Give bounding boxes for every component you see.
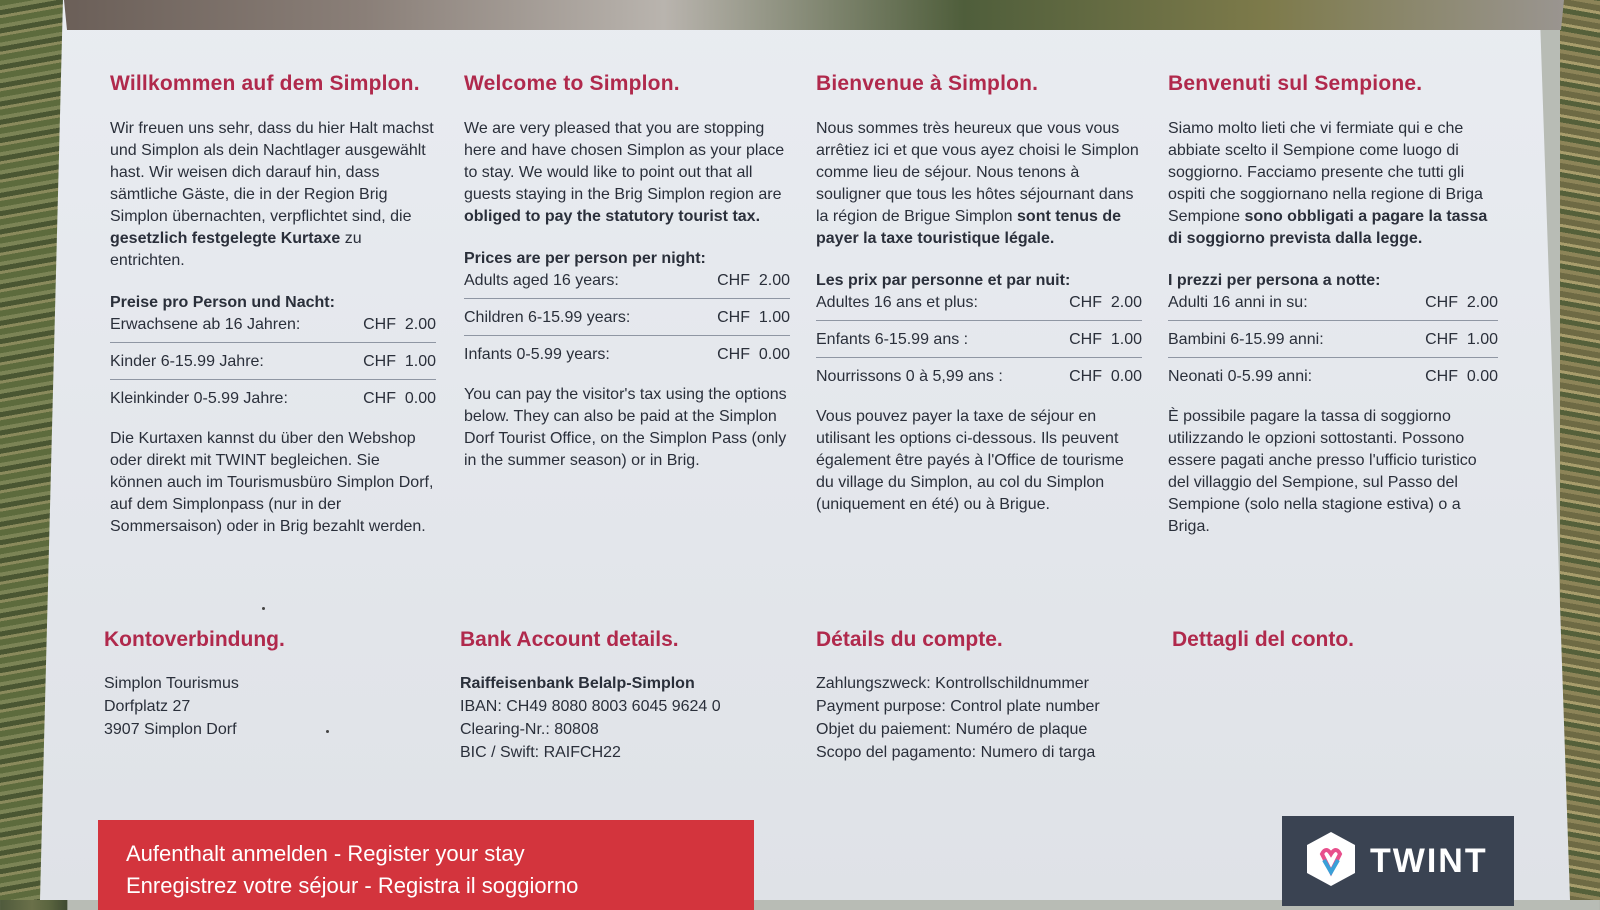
intro-text-de: Wir freuen uns sehr, dass du hier Halt machst und Simplon als dein Nachtlager ausgewählt hast. Wir weisen dich darauf hin, dass sämtliche Gäste, die in der Region Brig Simplon übernachten, verpflichtet sind, die gesetzlich festgelegte Kurtaxe zu entrichten.: [110, 120, 434, 269]
bank-heading-fr: Détails du compte.: [816, 628, 1003, 651]
prices-title-en: Prices are per person per night:: [464, 250, 706, 267]
register-stay-banner[interactable]: [98, 820, 754, 910]
price-row: Neonati 0-5.99 anni: CHF 0.00: [1168, 368, 1498, 385]
grass-background-right: [1560, 0, 1600, 900]
bic-swift: BIC / Swift: RAIFCH22: [460, 744, 621, 761]
welcome-heading-de: Willkommen auf dem Simplon.: [110, 72, 420, 95]
prices-title-it: I prezzi per persona a notte:: [1168, 272, 1381, 289]
bank-section-fr: [816, 628, 1100, 764]
price-row: Bambini 6-15.99 anni: CHF 1.00: [1168, 329, 1498, 358]
twint-logo-icon: [1304, 830, 1358, 893]
payment-purpose-line: Zahlungszweck: Kontrollschildnummer: [816, 675, 1089, 692]
price-row: Infants 0-5.99 years: CHF 0.00: [464, 346, 790, 363]
bank-heading-en: Bank Account details.: [460, 628, 679, 651]
payment-text-de: Die Kurtaxen kannst du über den Webshop oder direkt mit TWINT begleichen. Sie können auch im Tourismusbüro Simplon Dorf, auf dem Simplonpass (nur in der Sommersaison) oder in Brig bezahlt werden.: [110, 430, 434, 535]
banner-line-2: Enregistrez votre séjour - Registra il soggiorno: [126, 873, 579, 898]
iban: IBAN: CH49 8080 8003 6045 9624 0: [460, 698, 721, 715]
intro-text-it: Siamo molto lieti che vi fermiate qui e che abbiate scelto il Sempione come luogo di soggiorno. Facciamo presente che tutti gli ospiti che soggiornano nella regione di Briga Sempione sono obbligati a pagare la tassa di soggiorno prevista dalla legge.: [1168, 120, 1488, 247]
price-row: Adultes 16 ans et plus: CHF 2.00: [816, 292, 1142, 321]
price-row: Adulti 16 anni in su: CHF 2.00: [1168, 292, 1498, 321]
payment-text-fr: Vous pouvez payer la taxe de séjour en utilisant les options ci-dessous. Ils peuvent également être payés à l'Office de tourisme du village du Simplon, au col du Simplon (uniquement en été) ou à Brigue.: [816, 408, 1124, 513]
board-speck: [326, 730, 329, 733]
price-row: Nourrissons 0 à 5,99 ans : CHF 0.00: [816, 368, 1142, 385]
payment-text-it: È possibile pagare la tassa di soggiorno utilizzando le opzioni sottostanti. Possono essere pagati anche presso l'ufficio turistico del villaggio del Sempione, sul Passo del Sempione (solo nella stagione estiva) o a Briga.: [1168, 408, 1477, 535]
intro-text-en: We are very pleased that you are stopping here and have chosen Simplon as your place to stay. We would like to point out that all guests staying in the Brig Simplon region are obliged to pay the statutory tourist tax.: [464, 120, 785, 225]
welcome-heading-en: Welcome to Simplon.: [464, 72, 680, 95]
payment-purpose-line: Scopo del pagamento: Numero di targa: [816, 744, 1096, 761]
prices-title-de: Preise pro Person und Nacht:: [110, 294, 335, 311]
banner-line-1: Aufenthalt anmelden - Register your stay: [126, 841, 525, 866]
price-row: Children 6-15.99 years: CHF 1.00: [464, 307, 790, 336]
clearing-number: Clearing-Nr.: 80808: [460, 721, 599, 738]
address-line: Dorfplatz 27: [104, 698, 191, 715]
price-row: Adults aged 16 years: CHF 2.00: [464, 270, 790, 299]
address-line: Simplon Tourismus: [104, 675, 239, 692]
board-speck: [262, 607, 265, 610]
bank-section-it: [1172, 628, 1354, 672]
bank-name: Raiffeisenbank Belalp-Simplon: [460, 675, 695, 692]
welcome-heading-it: Benvenuti sul Sempione.: [1168, 72, 1423, 95]
payment-text-en: You can pay the visitor's tax using the options below. They can also be paid at the Simplon Dorf Tourist Office, on the Simplon Pass (only in the summer season) or in Brig.: [464, 386, 787, 469]
column-english: [464, 72, 790, 472]
payment-purpose-line: Objet du paiement: Numéro de plaque: [816, 721, 1088, 738]
price-row: Enfants 6-15.99 ans : CHF 1.00: [816, 329, 1142, 358]
payment-purpose-line: Payment purpose: Control plate number: [816, 698, 1100, 715]
price-row: Kinder 6-15.99 Jahre: CHF 1.00: [110, 351, 436, 380]
column-french: [816, 72, 1142, 516]
landscape-photo-strip: [64, 0, 1564, 30]
column-italian: [1168, 72, 1498, 538]
prices-title-fr: Les prix par personne et par nuit:: [816, 272, 1071, 289]
column-german: [110, 72, 436, 538]
address-line: 3907 Simplon Dorf: [104, 721, 237, 738]
twint-logo: [1282, 816, 1514, 906]
bank-heading-it: Dettagli del conto.: [1172, 628, 1355, 651]
bank-section-de: [104, 628, 285, 741]
price-row: Kleinkinder 0-5.99 Jahre: CHF 0.00: [110, 390, 436, 407]
price-row: Erwachsene ab 16 Jahren: CHF 2.00: [110, 314, 436, 343]
twint-wordmark: TWINT: [1370, 841, 1488, 880]
welcome-heading-fr: Bienvenue à Simplon.: [816, 72, 1039, 95]
bank-section-en: [460, 628, 721, 764]
intro-text-fr: Nous sommes très heureux que vous vous arrêtiez ici et que vous ayez choisi le Simplon comme lieu de séjour. Nous tenons à souligner que tous les hôtes séjournant dans la région de Brigue Simplon sont tenus de payer la taxe touristique légale.: [816, 120, 1139, 247]
bank-heading-de: Kontoverbindung.: [104, 628, 285, 651]
